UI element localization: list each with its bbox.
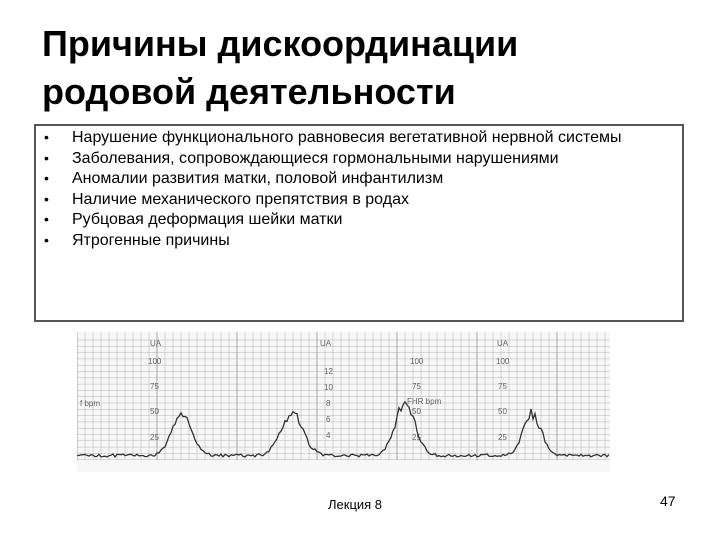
bullet-text: Наличие механического препятствия в родах: [72, 190, 409, 208]
scale-label: 100: [148, 357, 162, 366]
bullet-icon: •: [44, 231, 49, 248]
slide-title: Причины дискоординации родовой деятельности: [42, 23, 519, 112]
scale-label: 8: [326, 399, 331, 408]
fhr-label: FHR bpm: [407, 397, 442, 406]
bullet-icon: •: [44, 170, 49, 186]
scale-label: 75: [412, 382, 421, 391]
bullet-text: Аномалии развития матки, половой инфантилизм: [72, 170, 444, 187]
bullet-icon: •: [44, 211, 49, 227]
scale-label: 25: [498, 433, 507, 442]
bullet-list-box: [34, 124, 684, 322]
list-item: [42, 191, 676, 209]
bullet-icon: •: [44, 149, 49, 166]
bullet-list: [42, 129, 676, 249]
bullet-icon: •: [44, 190, 49, 207]
list-item: [42, 211, 676, 229]
ctg-tracing-image: [77, 332, 610, 472]
bullet-text: Ятрогенные причины: [72, 231, 230, 249]
scale-label: 4: [326, 431, 331, 440]
scale-label: 100: [410, 357, 424, 366]
bullet-text: Рубцовая деформация шейки матки: [72, 211, 343, 228]
scale-label: UA: [320, 339, 332, 348]
bullet-text: Нарушение функционального равновесия вегетативной нервной системы: [72, 129, 622, 146]
list-item: [42, 232, 676, 250]
scale-label: 75: [498, 382, 507, 391]
fhr-label-left: f bpm: [80, 399, 101, 408]
bullet-icon: •: [44, 129, 49, 145]
list-item: [42, 150, 676, 168]
list-item: [42, 170, 676, 188]
scale-label: 6: [326, 415, 331, 424]
scale-label: 75: [150, 382, 159, 391]
list-item: [42, 129, 676, 147]
scale-label: 100: [496, 357, 510, 366]
scale-label: 25: [150, 433, 159, 442]
scale-label: UA: [150, 339, 162, 348]
scale-label: 10: [324, 383, 333, 392]
scale-label: 50: [150, 407, 159, 416]
scale-label: 25: [412, 433, 421, 442]
scale-label: 50: [412, 407, 421, 416]
scale-label: 50: [498, 407, 507, 416]
scale-label: UA: [497, 339, 509, 348]
bullet-text: Заболевания, сопровождающиеся гормональными нарушениями: [72, 149, 559, 167]
page-number: 47: [660, 493, 676, 509]
scale-label: 12: [324, 367, 333, 376]
slide-footer: Лекция 8: [328, 497, 383, 512]
